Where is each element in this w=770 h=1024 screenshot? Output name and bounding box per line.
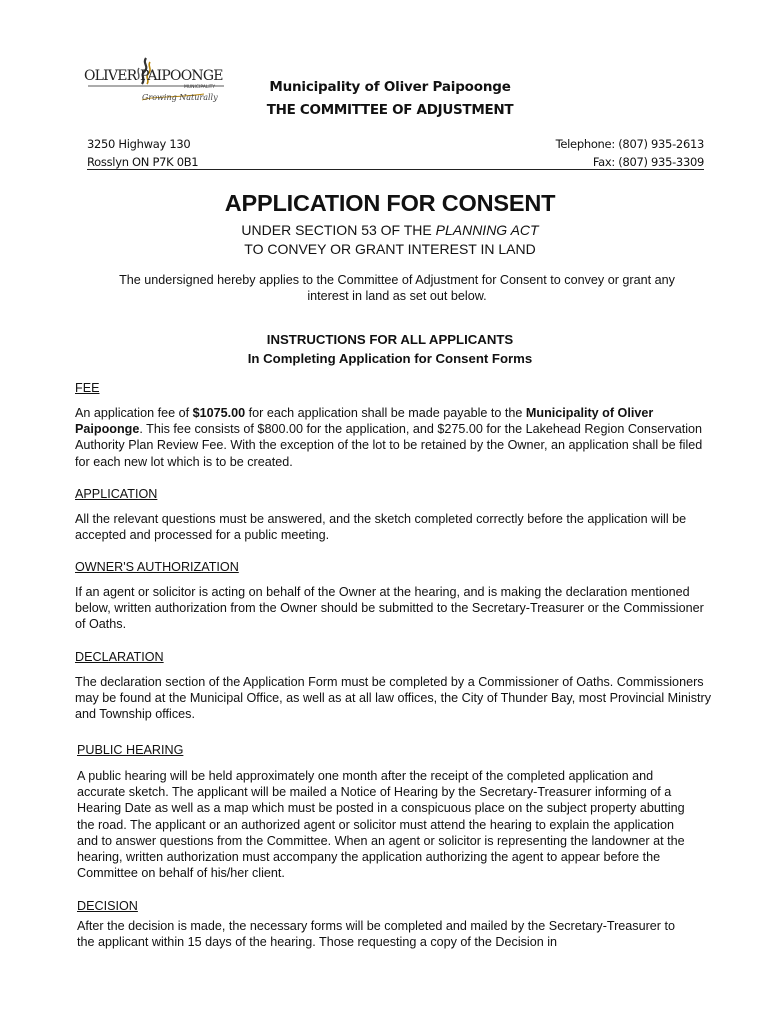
application-paragraph: All the relevant questions must be answered, and the sketch completed correctly before the application will be accepted and processed for a public meeting. [75,512,687,543]
intro-line-2: interest in land as set out below. [307,289,487,303]
fee-heading: FEE [75,381,100,395]
subtitle-purpose: TO CONVEY OR GRANT INTEREST IN LAND [244,241,536,257]
intro-line-1: The undersigned hereby applies to the Committee of Adjustment for Consent to convey or grant any [119,273,675,287]
committee-name: THE COMMITTEE OF ADJUSTMENT [266,102,514,118]
fee-amount: $1075.00 [192,406,246,420]
owners-authorization-paragraph: If an agent or solicitor is acting on behalf of the Owner at the hearing, and is making the declaration mentioned below, written authorization from the Owner should be submitted to the Secretary-Treasurer or the Commissioner of Oaths. [75,585,704,632]
application-heading: APPLICATION [75,487,158,501]
fax: Fax: (807) 935-3309 [592,155,704,169]
declaration-paragraph: The declaration section of the Application Form must be completed by a Commissioner of Oaths. Commissioners may be found at the Municipal Office, as well as at all law offices, the City of Thunder Bay, most Provincial Ministry and Township offices. [75,675,712,722]
public-hearing-paragraph: A public hearing will be held approximately one month after the receipt of the completed application and accurate sketch. The applicant will be mailed a Notice of Hearing by the Secretary-Treasurer informing of a Hearing Date as well as a map which must be posted in a conspicuous place on the subject property abutting the road. The applicant or an authorized agent or solicitor must attend the hearing to explain the application and to answer questions from the Committee. When an agent or solicitor is representing the landowner at the hearing, written authorization must accompany the application authorizing the agent to appear before the Committee on behalf of his/her client. [77,769,685,881]
municipality-name: Municipality of Oliver Paipoonge [269,79,511,95]
logo-small-text: MUNICIPALITY [184,85,216,90]
fee-text-3: . This fee consists of $800.00 for the application, and $275.00 for the Lakehead Region Conservation Authority Plan Review Fee. With the exception of the lot to be retained by the Owner, an application shall be filed for each new lot which is to be created. [75,422,703,469]
logo-wordmark: OLIVER PAIPOONGE [84,68,223,84]
fee-paragraph [75,405,715,470]
declaration-heading: DECLARATION [75,650,164,664]
page-title: APPLICATION FOR CONSENT [224,190,556,216]
address-line-2: Rosslyn ON P7K 0B1 [87,155,199,169]
owners-authorization-heading: OWNER'S AUTHORIZATION [75,560,239,574]
municipality-logo [84,54,234,110]
instructions-heading: INSTRUCTIONS FOR ALL APPLICANTS [266,332,514,347]
telephone: Telephone: (807) 935-2613 [555,137,704,151]
fee-payee: Municipality of Oliver Paipoonge [75,406,654,437]
fee-text-2: for each application shall be made payable to the [245,406,526,420]
header-divider [87,169,704,170]
fee-text-1: An application fee of [75,406,193,420]
subtitle-prefix: UNDER SECTION 53 OF THE [241,222,436,238]
decision-heading: DECISION [77,899,138,913]
address-line-1: 3250 Highway 130 [87,137,191,151]
subtitle-act: PLANNING ACT [435,222,539,238]
public-hearing-heading: PUBLIC HEARING [77,743,184,757]
instructions-subheading: In Completing Application for Consent Forms [247,351,533,366]
logo-tagline: Growing Naturally [142,93,218,102]
intro-text [88,272,706,304]
decision-paragraph: After the decision is made, the necessary forms will be completed and mailed by the Secretary-Treasurer to the applicant within 15 days of the hearing. Those requesting a copy of the Decision in [77,919,676,950]
subtitle-section [0,222,770,238]
